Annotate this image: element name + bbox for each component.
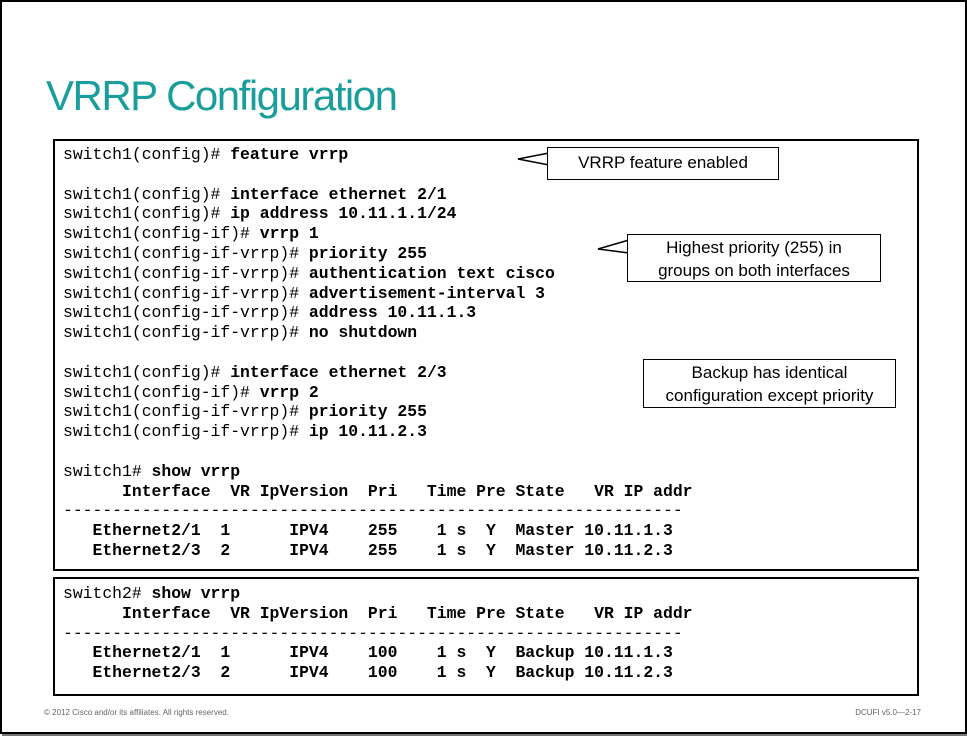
cli-prompt: switch1(config-if-vrrp)# — [63, 303, 309, 323]
cli-command: show vrrp — [151, 461, 241, 481]
table-row: Ethernet2/1 1 IPV4 255 1 s Y Master 10.11.1.3 — [63, 521, 673, 541]
cli-prompt: switch1(config)# — [63, 145, 231, 164]
table-row: Ethernet2/3 2 IPV4 255 1 s Y Master 10.11.2.3 — [63, 540, 673, 560]
config-line — [63, 343, 693, 363]
callout-pointer — [517, 152, 551, 168]
table-header: Interface VR IpVersion Pri Time Pre State VR IP addr — [63, 603, 693, 623]
cli-command: feature vrrp — [230, 145, 349, 164]
switch1-config-text — [63, 145, 693, 561]
cli-command: address 10.11.1.3 — [308, 303, 477, 323]
table-divider: --------------------------------------------------------------- — [63, 623, 683, 643]
cli-prompt: switch1(config-if-vrrp)# — [63, 402, 309, 422]
switch2-show-panel — [53, 577, 919, 696]
table-row: Ethernet2/3 2 IPV4 100 1 s Y Backup 10.11.2.3 — [63, 663, 673, 683]
cli-prompt: switch1(config-if-vrrp)# — [63, 422, 309, 442]
callout-highest-priority: Highest priority (255) in groups on both interfaces — [627, 234, 881, 282]
cli-prompt: switch1(config-if-vrrp)# — [63, 243, 309, 263]
course-code-footer: DCUFI v5.0—2-17 — [855, 708, 921, 717]
cli-command: ip 10.11.2.3 — [308, 422, 427, 442]
config-line — [63, 363, 693, 383]
switch2-show-text — [63, 584, 693, 683]
cli-prompt: switch1(config)# — [63, 184, 231, 204]
cli-prompt: switch1(config-if-vrrp)# — [63, 323, 309, 343]
table-row: Ethernet2/1 1 IPV4 100 1 s Y Backup 10.11.1.3 — [63, 643, 673, 663]
config-line — [63, 185, 693, 205]
config-line — [63, 383, 693, 403]
config-line — [63, 442, 693, 462]
copyright-footer: © 2012 Cisco and/or its affiliates. All rights reserved. — [44, 708, 229, 717]
cli-command: priority 255 — [308, 402, 427, 422]
cli-command: vrrp 2 — [259, 382, 319, 402]
cli-command: authentication text cisco — [308, 263, 555, 283]
callout-pointer — [597, 239, 631, 255]
switch2-command-line: switch2# show vrrp — [63, 584, 241, 603]
config-line — [63, 323, 693, 343]
page-title: VRRP Configuration — [46, 72, 397, 119]
cli-prompt: switch1(config)# — [63, 204, 231, 224]
cli-command: ip address 10.11.1.1/24 — [230, 204, 457, 224]
cli-prompt: switch1(config-if)# — [63, 382, 260, 402]
callout-backup: Backup has identical configuration except priority — [643, 359, 896, 408]
config-line — [63, 303, 693, 323]
config-line — [63, 284, 693, 304]
config-line — [63, 264, 693, 284]
cli-command: no shutdown — [308, 323, 418, 343]
config-line — [63, 402, 693, 422]
table-header: Interface VR IpVersion Pri Time Pre State VR IP addr — [63, 481, 693, 501]
cli-command: priority 255 — [308, 243, 427, 263]
cli-command: interface ethernet 2/3 — [230, 362, 447, 382]
cli-command: interface ethernet 2/1 — [230, 184, 447, 204]
cli-prompt: switch1# — [63, 461, 152, 481]
callout-feature-enabled: VRRP feature enabled — [547, 147, 779, 180]
config-line — [63, 204, 693, 224]
cli-prompt: switch1(config-if-vrrp)# — [63, 283, 309, 303]
table-divider: --------------------------------------------------------------- — [63, 501, 683, 521]
config-line — [63, 462, 693, 482]
cli-prompt: switch1(config-if)# — [63, 224, 260, 244]
cli-command: vrrp 1 — [259, 224, 319, 244]
cli-prompt: switch1(config)# — [63, 362, 231, 382]
switch1-config-panel — [53, 139, 919, 571]
cli-prompt: switch1(config-if-vrrp)# — [63, 263, 309, 283]
config-line — [63, 422, 693, 442]
cli-command: advertisement-interval 3 — [308, 283, 545, 303]
